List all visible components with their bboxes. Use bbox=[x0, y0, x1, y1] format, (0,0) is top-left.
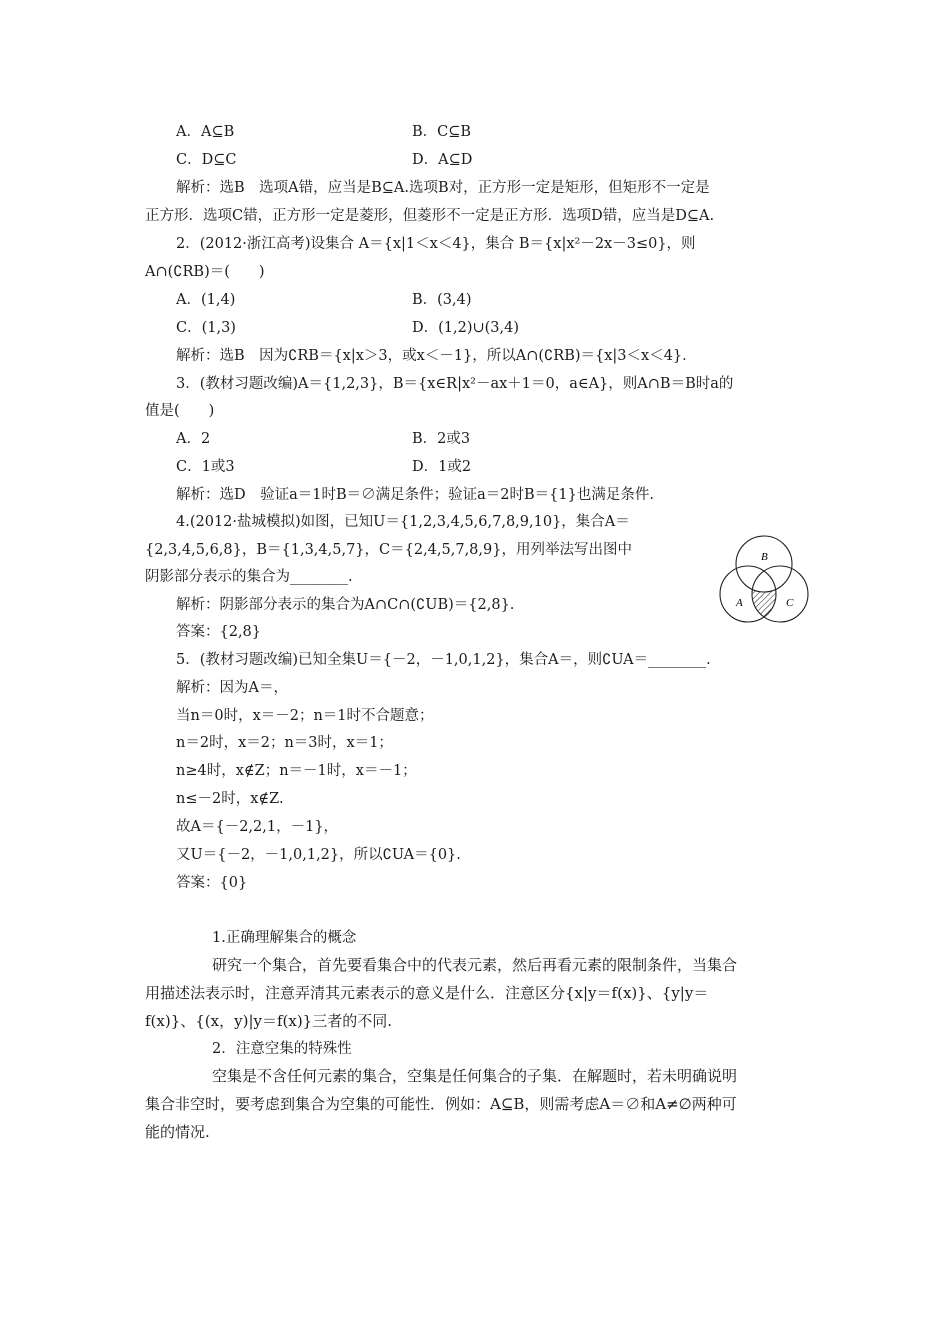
q1-option-a: A．A⊆B bbox=[176, 124, 235, 140]
q2-analysis: 解析：选B 因为∁RB＝{x|x＞3，或x＜－1}，所以A∩(∁RB)＝{x|3＜x＜4}． bbox=[176, 348, 697, 364]
note2-body-line: 空集是不含任何元素的集合，空集是任何集合的子集．在解题时，若未明确说明 bbox=[212, 1067, 738, 1085]
note1-title: 1.正确理解集合的概念 bbox=[212, 930, 357, 946]
q1-option-d: D．A⊆D bbox=[412, 152, 473, 168]
note2-title: 2．注意空集的特殊性 bbox=[212, 1041, 352, 1057]
q5-line: n＝2时，x＝2；n＝3时，x＝1； bbox=[176, 735, 393, 751]
q4-answer: 答案：{2,8} bbox=[176, 624, 262, 640]
venn-diagram bbox=[716, 528, 812, 624]
q1-analysis-line: 解析：选B 选项A错，应当是B⊆A.选项B对，正方形一定是矩形，但矩形不一定是 bbox=[176, 180, 710, 196]
q2-option-b: B．(3,4) bbox=[412, 292, 472, 308]
q2-option-c: C．(1,3) bbox=[176, 320, 236, 336]
q2-stem-line: 2．(2012·浙江高考)设集合 A＝{x|1＜x＜4}，集合 B＝{x|x²－2x－3≤0}，则 bbox=[176, 236, 696, 252]
q5-line: 解析：因为A＝， bbox=[176, 680, 288, 696]
note2-body-line: 集合非空时，要考虑到集合为空集的可能性．例如：A⊆B，则需考虑A＝∅和A≠∅两种可 bbox=[145, 1095, 737, 1113]
note2-body-line: 能的情况. bbox=[145, 1123, 210, 1141]
q3-option-d: D．1或2 bbox=[412, 459, 472, 475]
q2-stem-line: A∩(∁RB)＝( ) bbox=[145, 264, 265, 280]
q3-analysis: 解析：选D 验证a＝1时B＝∅满足条件；验证a＝2时B＝{1}也满足条件. bbox=[176, 487, 654, 503]
q5-line: 当n＝0时，x＝－2；n＝1时不合题意； bbox=[176, 708, 434, 724]
q1-option-c: C．D⊆C bbox=[176, 152, 237, 168]
venn-label-c: C bbox=[786, 597, 794, 609]
q4-stem-line: {2,3,4,5,6,8}，B＝{1,3,4,5,7}，C＝{2,4,5,7,8,9}，用列举法写出图中 bbox=[145, 542, 632, 558]
q3-option-b: B．2或3 bbox=[412, 431, 471, 447]
q4-stem-line: 4.(2012·盐城模拟)如图，已知U＝{1,2,3,4,5,6,7,8,9,10}，集合A＝ bbox=[176, 514, 630, 530]
note1-body-line: 用描述法表示时，注意弄清其元素表示的意义是什么．注意区分{x|y＝f(x)}、{y|y＝ bbox=[145, 984, 709, 1002]
q5-answer: 答案：{0} bbox=[176, 875, 248, 891]
note1-body-line: 研究一个集合，首先要看集合中的代表元素，然后再看元素的限制条件，当集合 bbox=[212, 956, 738, 974]
note1-body-line: f(x)}、{(x，y)|y＝f(x)}三者的不同. bbox=[145, 1012, 392, 1030]
q2-option-a: A．(1,4) bbox=[176, 292, 236, 308]
q4-analysis: 解析：阴影部分表示的集合为A∩C∩(∁UB)＝{2,8}. bbox=[176, 597, 515, 613]
q5-stem: 5．(教材习题改编)已知全集U＝{－2，－1,0,1,2}，集合A＝，则∁UA＝________. bbox=[176, 652, 711, 668]
q5-line: 又U＝{－2，－1,0,1,2}，所以∁UA＝{0}. bbox=[176, 847, 461, 863]
q5-line: n≤－2时，x∉Z. bbox=[176, 791, 284, 807]
q1-analysis-line: 正方形．选项C错，正方形一定是菱形，但菱形不一定是正方形．选项D错，应当是D⊆A. bbox=[145, 208, 715, 224]
q3-stem-line: 值是( ) bbox=[145, 403, 215, 419]
q3-option-a: A．2 bbox=[176, 431, 211, 447]
q4-stem-line: 阴影部分表示的集合为________. bbox=[145, 569, 353, 585]
venn-label-b: B bbox=[761, 551, 768, 563]
q3-stem-line: 3．(教材习题改编)A＝{1,2,3}，B＝{x∈R|x²－ax＋1＝0，a∈A}，则A∩B＝B时a的 bbox=[176, 376, 734, 392]
q3-option-c: C．1或3 bbox=[176, 459, 235, 475]
q1-option-b: B．C⊆B bbox=[412, 124, 472, 140]
venn-label-a: A bbox=[736, 597, 743, 609]
q5-line: 故A＝{－2,2,1，－1}， bbox=[176, 819, 339, 835]
q5-line: n≥4时，x∉Z；n＝－1时，x＝－1； bbox=[176, 763, 417, 779]
q2-option-d: D．(1,2)∪(3,4) bbox=[412, 320, 520, 336]
